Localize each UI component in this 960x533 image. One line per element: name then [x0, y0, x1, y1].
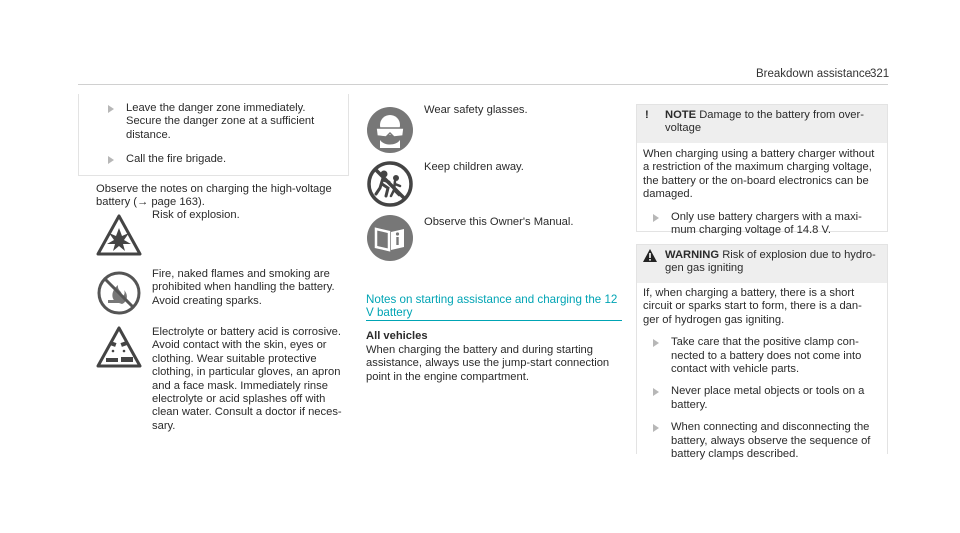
keep-children-away-icon — [366, 160, 414, 208]
bullet-arrow-icon — [108, 156, 114, 164]
notice-body: When charging using a battery charger without a restriction of the maximum charging voltage, the battery or the on-board electronics can be damaged. Only use battery chargers with a maxi- mum charging voltage of 14.8 V. — [637, 143, 887, 237]
section-rule — [366, 320, 622, 321]
explosion-warning-icon — [96, 214, 142, 256]
ppe-text: Wear safety glasses. — [424, 104, 528, 116]
ppe-text: Keep children away. — [424, 161, 524, 173]
ppe-text: Observe this Owner's Manual. — [424, 216, 574, 228]
list-item: When connecting and disconnecting the battery, always observe the sequence of battery clamps described. — [643, 421, 881, 461]
notice-box — [636, 104, 888, 237]
warning-triangle-icon — [643, 249, 665, 276]
list-item: Only use battery chargers with a maxi- mum charging voltage of 14.8 V. — [643, 211, 881, 238]
hazard-text: Fire, naked flames and smoking are prohibited when handling the battery. Avoid creating sparks. — [152, 268, 335, 307]
list-item: Take care that the positive clamp con- nected to a battery does not come into contact with vehicle parts. — [643, 336, 881, 376]
corrosive-warning-icon — [96, 326, 142, 368]
owners-manual-icon — [366, 214, 414, 262]
running-header-title: Breakdown assistance — [756, 68, 872, 80]
bullet-arrow-icon — [108, 105, 114, 113]
warning-body: If, when charging a battery, there is a short circuit or sparks start to form, there is a dan- ger of hydrogen gas igniting. Take care that the positive clamp con- nected to a battery does not come into contact with vehicle parts. Never place metal objects or tools on a battery. When connecting and disconnecting the battery, always observe the sequence of battery clamps described. — [637, 283, 887, 461]
warning-box — [636, 244, 888, 461]
subheading: All vehicles — [366, 330, 428, 342]
exclamation-icon: ! — [645, 109, 649, 121]
safety-glasses-icon — [366, 106, 414, 154]
list-item: Never place metal objects or tools on a battery. — [643, 385, 881, 412]
warning-header: WARNING Risk of explosion due to hydro- gen gas igniting — [637, 245, 887, 283]
bullet-arrow-icon — [653, 388, 659, 396]
header-rule — [78, 84, 888, 85]
bullet-arrow-icon — [653, 424, 659, 432]
bullet-arrow-icon — [653, 339, 659, 347]
warning-label: WARNING — [665, 249, 720, 261]
bullet-arrow-icon — [653, 214, 659, 222]
section-title: Notes on starting assistance and charging the 12 V battery — [366, 293, 618, 320]
notice-label: NOTE — [665, 109, 697, 121]
list-item: Leave the danger zone immediately. Secure the danger zone at a sufficient distance. — [108, 102, 314, 142]
notice-header: ! NOTE Damage to the battery from over- voltage — [637, 105, 887, 143]
hazard-text: Electrolyte or battery acid is corrosive. Avoid contact with the skin, eyes or clothing. Wear suitable protective clothing, in particular gloves, an apron and a face mask. Immediately rinse electrolyte or acid splashes off with clean water. Consult a doctor if neces- sary. — [152, 326, 342, 432]
body-paragraph: When charging the battery and during starting assistance, always use the jump-start connection point in the engine compartment. — [366, 344, 610, 383]
list-item: Call the fire brigade. — [108, 153, 226, 166]
hazard-text: Risk of explosion. — [152, 209, 240, 221]
observe-paragraph: Observe the notes on charging the high-voltage battery (→ page 163). — [96, 183, 332, 209]
no-fire-smoking-icon — [96, 270, 142, 316]
page-number: 321 — [870, 68, 890, 80]
